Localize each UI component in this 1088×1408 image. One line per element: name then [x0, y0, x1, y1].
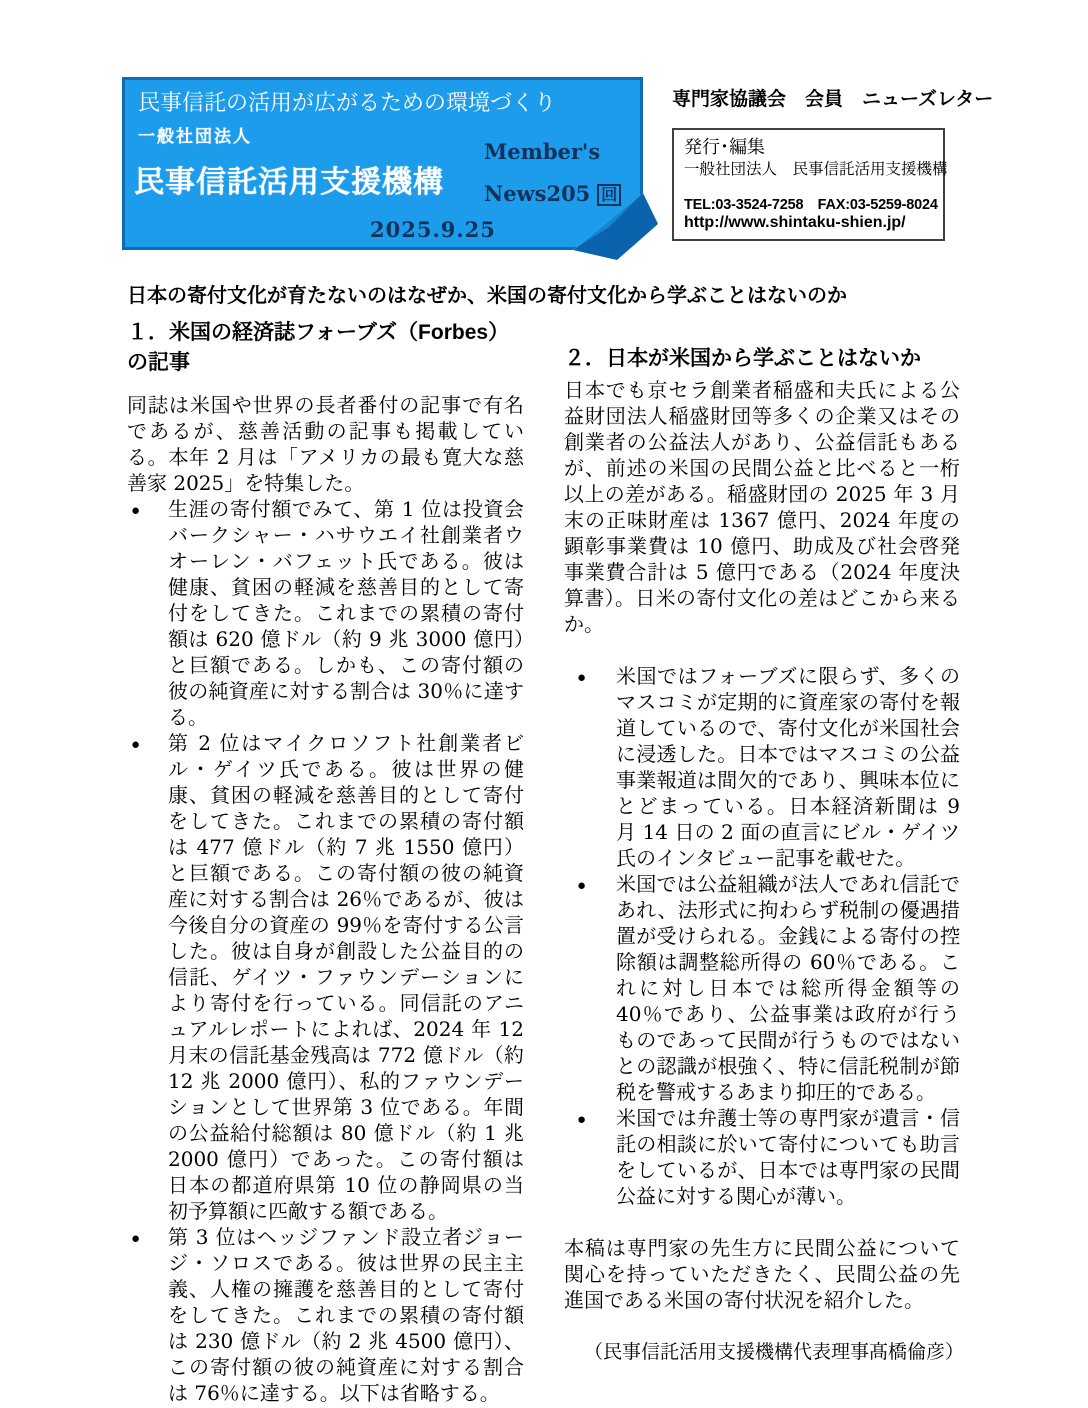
issue-counter-box: 回: [597, 184, 621, 206]
members-label: Member's: [484, 139, 601, 164]
bullet-text: 第 3 位はヘッジファンド設立者ジョージ・ソロスである。彼は世界の民主主義、人権の擁護を慈善目的として寄付をしてきた。これまでの累積の寄付額は 230 億ドル（約 2 兆 4500 億円）、この寄付額の彼の純資産に対する割合は 76％に達する。以下は省略する。: [168, 1225, 524, 1405]
left-column: [127, 318, 524, 1406]
section-1-intro: 同誌は米国や世界の長者番付の記事で有名であるが、慈善活動の記事も掲載している。本年 2 月は「アメリカの最も寛大な慈善家 2025」を特集した。: [127, 393, 524, 495]
section-1-bullet-list: [127, 496, 524, 1406]
bullet-item: [127, 1224, 524, 1406]
bullet-text: 第 2 位はマイクロソフト社創業者ビル・ゲイツ氏である。彼は世界の健康、貧困の軽減を慈善目的として寄付をしてきた。これまでの累積の寄付額は 477 億ドル（約 7 兆 1550 億円）と巨額である。この寄付額の彼の純資産に対する割合は 26％であるが、彼は今後自分の資産の 99％を寄付する公言した。彼は自身が創設した公益目的の信託、ゲイツ・ファウンデーションにより寄付を行っている。同信託のアニュアルレポートによれば、2024 年 12 月末の信託基金残高は 772 億ドル（約 12 兆 2000 億円）、私的ファウンデーションとして世界第 3 位である。年間の公益給付総額は 80 億ドル（約 1 兆 2000 億円）であった。この寄付額は日本の都道府県第 10 位の静岡県の当初予算額に匹敵する額である。: [168, 731, 524, 1223]
banner: [122, 77, 643, 250]
banner-tagline: 民事信託の活用が広がるための環境づくり: [138, 90, 557, 115]
bullet-item: [564, 871, 960, 1105]
bullet-text: 生涯の寄付額でみて、第 1 位は投資会バークシャー・ハサウエイ社創業者ウオーレン・バフェット氏である。彼は健康、貧困の軽減を慈善目的として寄付をしてきた。これまでの累積の寄付額は 620 億ドル（約 9 兆 3000 億円）と巨額である。しかも、この寄付額の彼の純資産に対する割合は 30％に達する。: [168, 497, 524, 729]
newsletter-label: 専門家協議会 会員 ニューズレター: [672, 89, 994, 110]
publisher-edit-label: 発行･編集: [684, 137, 765, 157]
publisher-box: [672, 128, 948, 241]
bullet-icon: ●: [577, 669, 587, 686]
banner-org-type: 一般社団法人: [138, 127, 252, 146]
bullet-icon: ●: [577, 1111, 587, 1128]
bullet-text: 米国では公益組織が法人であれ信託であれ、法形式に拘わらず税制の優遇措置が受けられる。金銭による寄付の控除額は調整総所得の 60％である。これに対し日本では総所得金額等の 40％であり、公益事業は政府が行うものであって民間が行うものではないとの認識が根強く、特に信託税制が節税を警戒するあまり抑圧的である。: [616, 872, 960, 1104]
publisher-tel-fax: TEL:03-3524-7258 FAX:03-5259-8024: [684, 197, 938, 214]
right-column: [564, 344, 965, 1365]
banner-org-name: 民事信託活用支援機構: [134, 166, 444, 199]
bullet-icon: ●: [131, 736, 141, 753]
publisher-org-name: 一般社団法人 民事信託活用支援機構: [684, 160, 948, 178]
bullet-item: [127, 496, 524, 730]
bullet-icon: ●: [577, 877, 587, 894]
bullet-icon: ●: [131, 1230, 141, 1247]
bullet-item: [564, 663, 960, 871]
publisher-url: http://www.shintaku-shien.jp/: [684, 214, 906, 232]
bullet-icon: ●: [131, 502, 141, 519]
section-2-bullet-list: [564, 663, 960, 1209]
bullet-item: [127, 730, 524, 1224]
news-issue-label: [484, 181, 621, 206]
bullet-text: 米国では弁護士等の専門家が遺言・信託の相談に於いて寄付についても助言をしているが、日本では専門家の民間公益に対する関心が薄い。: [616, 1106, 960, 1208]
bullet-item: [564, 1105, 960, 1209]
section-2-intro: 日本でも京セラ創業者稲盛和夫氏による公益財団法人稲盛財団等多くの企業又はその創業者の公益法人があり、公益信託もあるが、前述の米国の民間公益と比べると一桁以上の差がある。稲盛財団の 2025 年 3 月末の正味財産は 1367 億円、2024 年度の顕彰事業費は 10 億円、助成及び社会啓発事業費合計は 5 億円である（2024 年度決算書）。日米の寄付文化の差はどこから来るか。: [564, 378, 960, 636]
news-number: News205: [484, 181, 591, 206]
article-title: 日本の寄付文化が育たないのはなぜか、米国の寄付文化から学ぶことはないのか: [127, 285, 847, 307]
issue-date: 2025.9.25: [370, 217, 496, 242]
section-heading-1: １．米国の経済誌フォーブズ（Forbes）の記事: [127, 321, 510, 374]
closing-paragraph: 本稿は専門家の先生方に民間公益について関心を持っていただきたく、民間公益の先進国である米国の寄付状況を紹介した。: [564, 1236, 960, 1312]
bullet-text: 米国ではフォーブズに限らず、多くのマスコミが定期的に資産家の寄付を報道しているので、寄付文化が米国社会に浸透した。日本ではマスコミの公益事業報道は間欠的であり、興味本位にとどまっている。日本経済新聞は 9 月 14 日の 2 面の直言にビル・ゲイツ氏のインタビュー記事を載せた。: [616, 664, 960, 870]
section-heading-2: ２．日本が米国から学ぶことはないか: [564, 347, 921, 370]
author-signature: （民事信託活用支援機構代表理事髙橋倫彦）: [584, 1341, 965, 1363]
